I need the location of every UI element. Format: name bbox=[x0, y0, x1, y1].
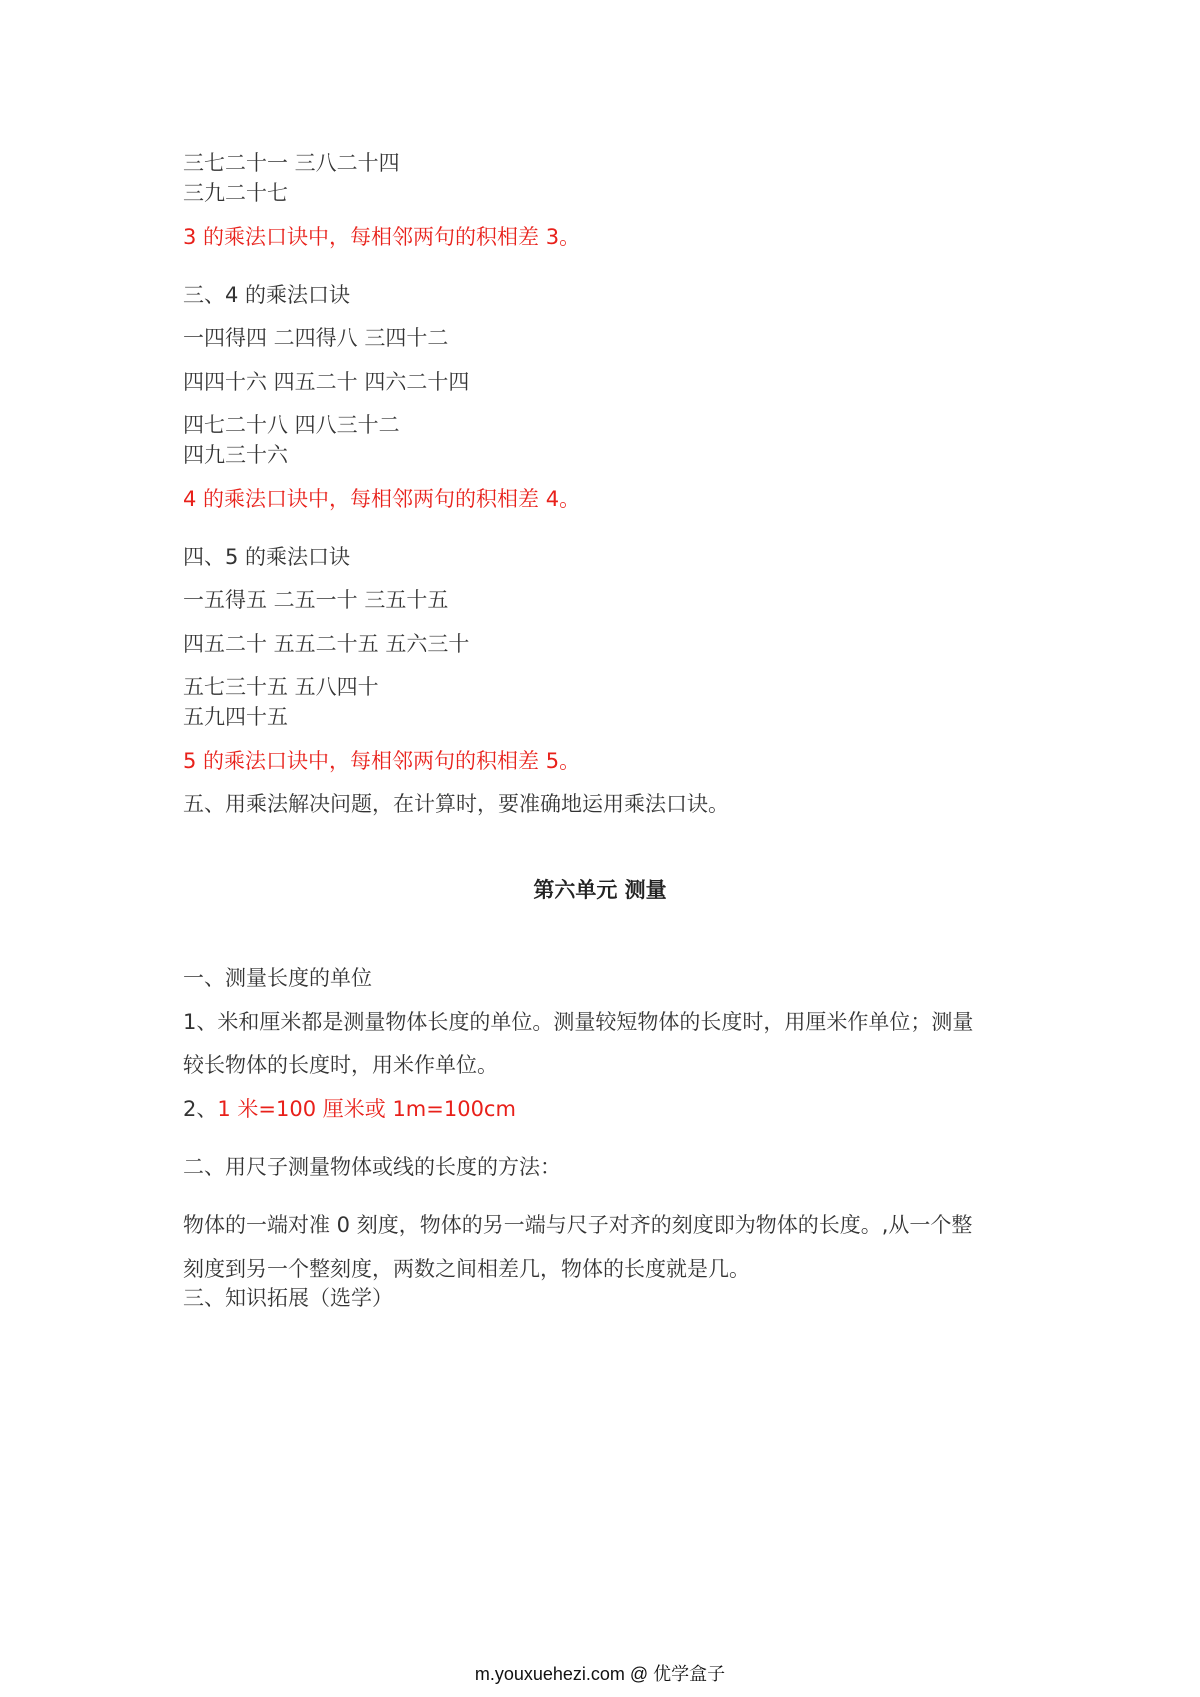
subheading-3: 三、知识拓展（选学） bbox=[183, 1286, 393, 1310]
table-4-row-2: 四四十六 四五二十 四六二十四 bbox=[183, 370, 470, 394]
table-4-row-1: 一四得四 二四得八 三四十二 bbox=[183, 326, 449, 350]
note-5: 5 的乘法口诀中，每相邻两句的积相差 5。 bbox=[183, 749, 581, 773]
paragraph-3-line-2: 刻度到另一个整刻度，两数之间相差几，物体的长度就是几。 bbox=[183, 1257, 750, 1281]
paragraph-1-line-1: 1、米和厘米都是测量物体长度的单位。测量较短物体的长度时，用厘米作单位；测量 bbox=[183, 1010, 974, 1034]
subheading-1: 一、测量长度的单位 bbox=[183, 966, 372, 990]
unit-heading: 第六单元 测量 bbox=[533, 878, 667, 902]
paragraph-3-line-1: 物体的一端对准 0 刻度，物体的另一端与尺子对齐的刻度即为物体的长度。,从一个整 bbox=[183, 1213, 973, 1237]
table-5-row-4: 五九四十五 bbox=[183, 705, 288, 729]
paragraph-2-prefix: 2、 bbox=[183, 1097, 218, 1121]
unit-conversion: 1 米=100 厘米或 1m=100cm bbox=[217, 1097, 516, 1121]
table-3-row-2: 三九二十七 bbox=[183, 181, 288, 205]
item-5: 五、用乘法解决问题，在计算时，要准确地运用乘法口诀。 bbox=[183, 792, 729, 816]
table-5-row-3: 五七三十五 五八四十 bbox=[183, 675, 379, 699]
paragraph-2 bbox=[183, 1094, 516, 1124]
subheading-2: 二、用尺子测量物体或线的长度的方法： bbox=[183, 1155, 561, 1179]
footer-watermark: m.youxuehezi.com @ 优学盒子 bbox=[474, 1664, 726, 1684]
table-5-row-2: 四五二十 五五二十五 五六三十 bbox=[183, 632, 470, 656]
paragraph-1-line-2: 较长物体的长度时，用米作单位。 bbox=[183, 1053, 498, 1077]
note-3: 3 的乘法口诀中，每相邻两句的积相差 3。 bbox=[183, 225, 581, 249]
title-4: 三、4 的乘法口诀 bbox=[183, 283, 351, 307]
note-4: 4 的乘法口诀中，每相邻两句的积相差 4。 bbox=[183, 487, 581, 511]
table-4-row-4: 四九三十六 bbox=[183, 443, 288, 467]
table-3-row-1: 三七二十一 三八二十四 bbox=[183, 151, 400, 175]
table-5-row-1: 一五得五 二五一十 三五十五 bbox=[183, 588, 449, 612]
table-4-row-3: 四七二十八 四八三十二 bbox=[183, 413, 400, 437]
title-5: 四、5 的乘法口诀 bbox=[183, 545, 351, 569]
